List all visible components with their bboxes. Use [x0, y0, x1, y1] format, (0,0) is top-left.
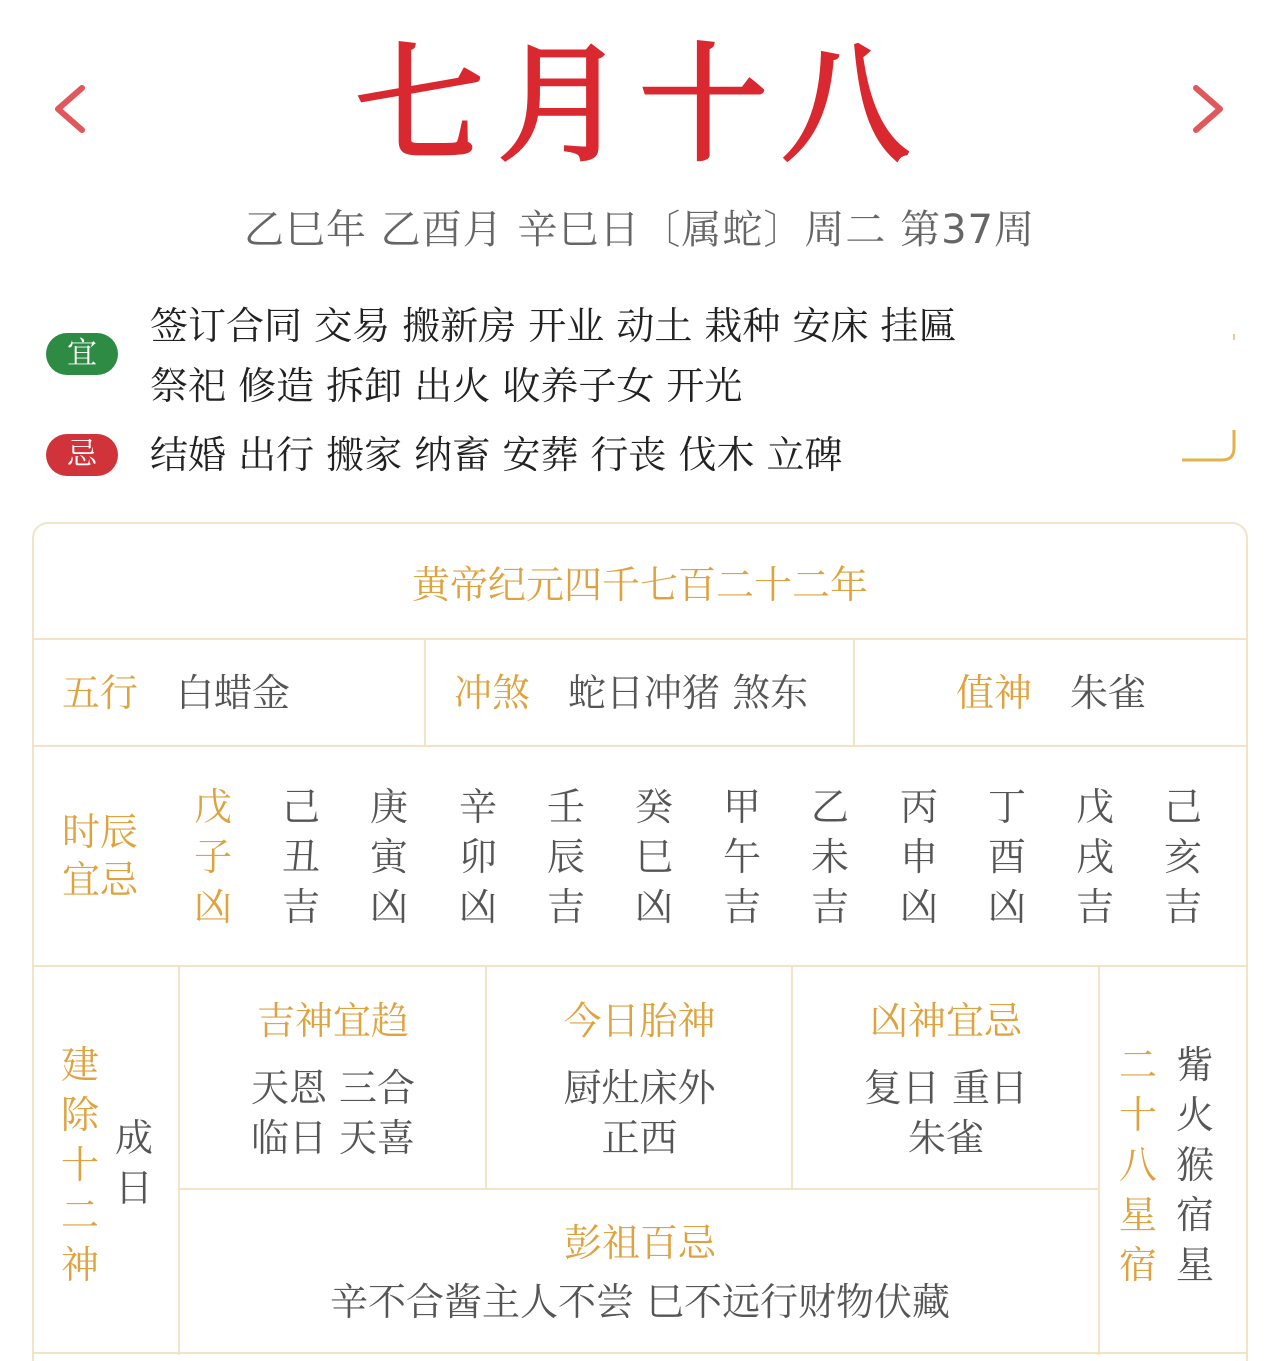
- xingxiu-label-char: 二: [1118, 1043, 1157, 1087]
- hour-luck: 吉: [810, 885, 849, 929]
- hour-luck: 凶: [634, 885, 673, 929]
- hour-gan: 己: [281, 785, 320, 829]
- jianchu-value-char: 成: [114, 1116, 153, 1160]
- chongsha-label: 冲煞: [454, 671, 531, 715]
- jianchu-label-char: 二: [60, 1193, 99, 1237]
- hour-zhi: 寅: [369, 835, 408, 879]
- xiongshen-list: [793, 1063, 1099, 1163]
- hour-luck: 凶: [987, 885, 1026, 929]
- pengzu-text: 辛不合酱主人不尝 巳不远行财物伏藏: [329, 1280, 951, 1324]
- hour-zhi: 巳: [634, 835, 673, 879]
- xingxiu-label-char: 星: [1118, 1193, 1157, 1237]
- hour-zhi: 丑: [281, 835, 320, 879]
- hour-luck: 凶: [458, 885, 497, 929]
- hour-luck: 吉: [546, 885, 585, 929]
- hour-gan: 戊: [1075, 785, 1114, 829]
- hour-luck: 吉: [281, 885, 320, 929]
- hour-luck: 吉: [1075, 885, 1114, 929]
- shichen-label-line1: 时辰: [62, 810, 139, 854]
- hour-column[interactable]: [982, 782, 1032, 932]
- hour-zhi: 午: [722, 835, 761, 879]
- hour-column[interactable]: [805, 782, 855, 932]
- yi-activities-line2: 祭祀 修造 拆卸 出火 收养子女 开光: [150, 364, 743, 408]
- hour-zhi: 未: [810, 835, 849, 879]
- hour-gan: 己: [1163, 785, 1202, 829]
- taishen-line: 正西: [601, 1116, 678, 1160]
- ganzhi-info: 乙巳年 乙酉月 辛巳日〔属蛇〕周二 第37周: [243, 207, 1036, 253]
- yi-badge: 宜: [46, 333, 118, 375]
- pengzu-title: 彭祖百忌: [563, 1221, 716, 1265]
- taishen-title: 今日胎神: [563, 999, 716, 1043]
- huangdi-era: 黄帝纪元四千七百二十二年: [411, 563, 868, 607]
- xiongshen-line: 朱雀: [907, 1116, 984, 1160]
- jianchu-label-char: 除: [60, 1093, 99, 1137]
- expand-corner-icon[interactable]: [1178, 320, 1238, 465]
- xingxiu-label-char: 十: [1118, 1093, 1157, 1137]
- xingxiu-value-char: 星: [1175, 1243, 1214, 1287]
- xingxiu-label: [1116, 1040, 1160, 1290]
- chevron-right-icon: [1186, 82, 1230, 136]
- jishen-line: 临日 天喜: [250, 1116, 416, 1160]
- xingxiu-label-char: 八: [1118, 1143, 1157, 1187]
- jianchu-label-char: 神: [60, 1243, 99, 1287]
- jianchu-label-char: 十: [60, 1143, 99, 1187]
- hour-luck: 凶: [899, 885, 938, 929]
- jianchu-value: [112, 1113, 156, 1213]
- xingxiu-value-char: 火: [1175, 1093, 1214, 1137]
- divider: [180, 1188, 1100, 1190]
- taishen-line: 厨灶床外: [563, 1066, 716, 1110]
- xiongshen-line: 复日 重日: [863, 1066, 1029, 1110]
- hour-column[interactable]: [453, 782, 503, 932]
- hour-luck: 凶: [369, 885, 408, 929]
- shichen-label: [62, 808, 142, 904]
- chongsha-value: 蛇日冲猪 煞东: [568, 671, 809, 715]
- shichen-label-line2: 宜忌: [62, 858, 139, 902]
- divider: [32, 1352, 1248, 1354]
- zhishen-label: 值神: [956, 671, 1033, 715]
- hour-zhi: 辰: [546, 835, 585, 879]
- hour-column[interactable]: [364, 782, 414, 932]
- hour-zhi: 戌: [1075, 835, 1114, 879]
- hour-gan: 丙: [899, 785, 938, 829]
- hour-luck: 吉: [1163, 885, 1202, 929]
- hour-gan: 甲: [722, 785, 761, 829]
- xingxiu-label-char: 宿: [1118, 1243, 1157, 1287]
- xiongshen-title: 凶神宜忌: [869, 999, 1022, 1043]
- hour-gan: 癸: [634, 785, 673, 829]
- next-day-button[interactable]: [1186, 82, 1230, 136]
- hour-zhi: 卯: [458, 835, 497, 879]
- zhishen-value: 朱雀: [1070, 671, 1147, 715]
- ji-activities: 结婚 出行 搬家 纳畜 安葬 行丧 伐木 立碑: [150, 433, 843, 477]
- ji-badge: 忌: [46, 434, 118, 476]
- hour-zhi: 子: [193, 835, 232, 879]
- xingxiu-value-char: 猴: [1175, 1143, 1214, 1187]
- hour-zhi: 酉: [987, 835, 1026, 879]
- jishen-line: 天恩 三合: [250, 1066, 416, 1110]
- jianchu-label-char: 建: [60, 1043, 99, 1087]
- jianchu-value-char: 日: [114, 1166, 153, 1210]
- divider: [853, 638, 855, 746]
- jishen-title: 吉神宜趋: [256, 999, 409, 1043]
- hour-gan: 壬: [546, 785, 585, 829]
- hour-gan: 戊: [193, 785, 232, 829]
- hour-gan: 丁: [987, 785, 1026, 829]
- hour-gan: 庚: [369, 785, 408, 829]
- jianchu-label: [58, 1040, 102, 1290]
- hour-column[interactable]: [717, 782, 767, 932]
- xingxiu-value-char: 宿: [1175, 1193, 1214, 1237]
- hour-column[interactable]: [894, 782, 944, 932]
- hour-column[interactable]: [188, 782, 238, 932]
- taishen-list: [487, 1063, 792, 1163]
- wuxing-label: 五行: [62, 671, 139, 715]
- hour-luck: 吉: [722, 885, 761, 929]
- xingxiu-value-char: 觜: [1175, 1043, 1214, 1087]
- hour-gan: 辛: [458, 785, 497, 829]
- jishen-list: [180, 1063, 486, 1163]
- yi-activities-line1: 签订合同 交易 搬新房 开业 动土 栽种 安床 挂匾: [150, 304, 957, 348]
- hour-column[interactable]: [1158, 782, 1208, 932]
- lunar-date-title: 七月十八: [355, 30, 924, 180]
- hour-column[interactable]: [629, 782, 679, 932]
- hour-column[interactable]: [276, 782, 326, 932]
- xingxiu-value: [1173, 1040, 1217, 1290]
- divider: [32, 745, 1248, 747]
- wuxing-value: 白蜡金: [176, 671, 291, 715]
- hour-zhi: 申: [899, 835, 938, 879]
- divider: [32, 638, 1248, 640]
- hour-gan: 乙: [810, 785, 849, 829]
- hour-zhi: 亥: [1163, 835, 1202, 879]
- divider: [424, 638, 426, 746]
- hour-column[interactable]: [1070, 782, 1120, 932]
- hour-luck: 凶: [193, 885, 232, 929]
- divider: [32, 965, 1248, 967]
- hour-column[interactable]: [541, 782, 591, 932]
